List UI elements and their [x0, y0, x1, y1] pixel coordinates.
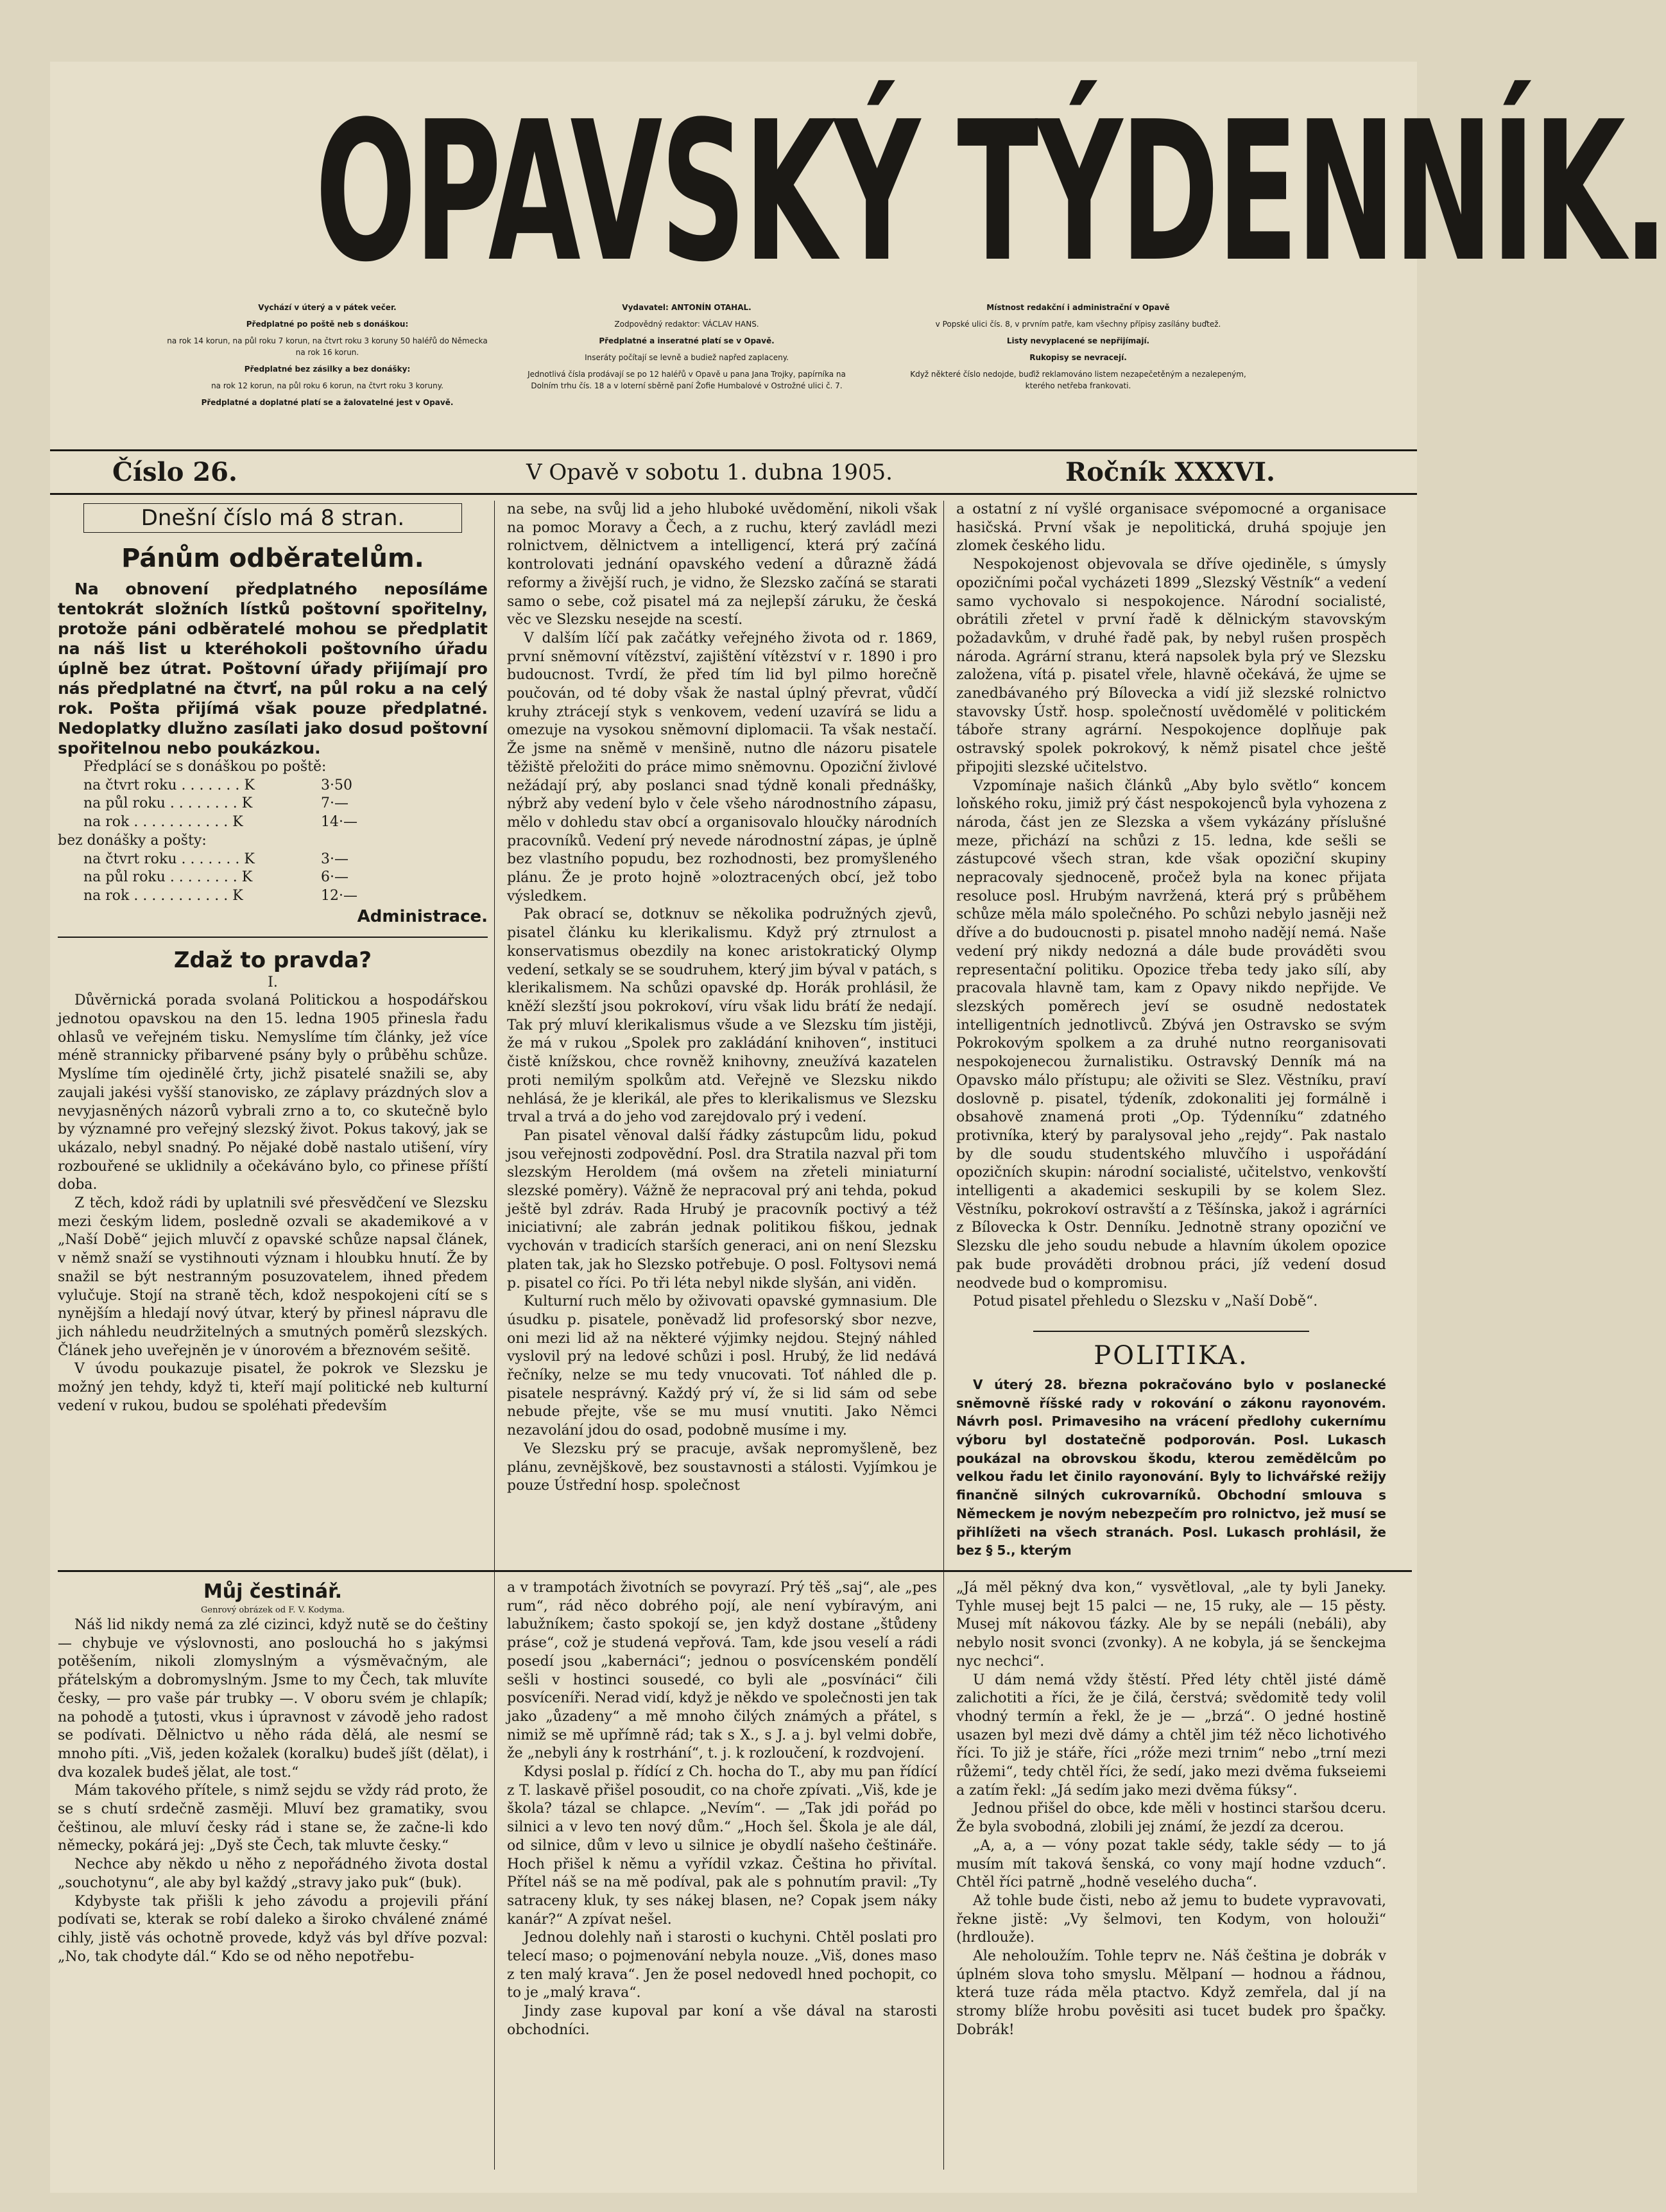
- price-label: na půl roku . . . . . . . . K: [83, 869, 253, 886]
- column-2: [507, 501, 937, 1566]
- price-row: [58, 813, 488, 832]
- divider: [58, 937, 488, 938]
- column-rule: [494, 501, 495, 2170]
- price-row: [58, 887, 488, 906]
- feuilleton-paragraph: Kdysi poslal p. řídící z Ch. hocha do T., aby mu pan řídící z T. laskavě přišel posoudit, co na choře zpívati. „Viš, kde je škola? tázal se chlapce. „Nevím“. — „Tak jdi pořád po silnici a v levo ten nový dům.“ „Hoch šel. Škola je ale dál, od silnice, dům v levo u silnice je obydlí našeho češtináře. Hoch přišel k němu a vyřídil vzkaz. Čeština ho přivítal. Přítel náš se na mě podíval, pak ale s pohnutím pravil: „Ty satraceny kluk, ty ses nákej blasen, ne? Copak jsem náky kanár?“ A zpívat nešel.: [507, 1764, 937, 1928]
- price-value: 14·—: [321, 814, 357, 831]
- issue-volume: Ročník XXXVI.: [1065, 457, 1275, 487]
- feuilleton-paragraph: Jindy zase kupoval par koní a vše dával na starosti obchodníci.: [507, 2003, 937, 2038]
- info-line: Předplatné a inseratné platí se v Opavě.: [599, 336, 775, 345]
- feuilleton-column-1: [58, 1579, 488, 2157]
- divider: [1033, 1331, 1309, 1332]
- article-paragraph: na sebe, na svůj lid a jeho hluboké uvědomění, nikoli však na pomoc Moravy a Čech, a z ruchu, který zavládl mezi rolnictvem, dělnictvem a intelligencí, která prý začíná kontrolovati jednání opavského vedení a důrazně žádá reformy a živější ruch, je vidno, že Slezsko začíná se starati samo o sebe, což pisatel má za nejlepší záruku, že česká věc ve Slezsku nesejde na scestí.: [507, 501, 937, 628]
- price-row: [58, 795, 488, 813]
- article-paragraph: Pak obrací se, dotknuv se několika podružných zjevů, pisatel článku ku klerikalismu. Když prý ztrnulost a konservatismus obezdily na konec aristokratický Olymp vedení, setkaly se se soudruhem, který jim býval v patách, s klerikalismem. Na schůzi opavské dp. Horák prohlásil, že kněží slezští jsou pokrokoví, víru však lidu brátí že nedají. Tak prý mluví klerikalismus všude a ve Slezsku tím jistěji, že má v rukou „Spolek pro zakládání knihoven“, instituci čistě knížskou, chce rovněž knihovny, zneužívá kazatelen proti nemilým spolkům atd. Veřejně ve Slezsku nikdo nehlásá, že je klerikál, ale přes to klerikalismus ve Slezsku trval a trvá a do jeho vod zarejdovalo prý i vedení.: [507, 906, 937, 1126]
- article-paragraph: V dalším líčí pak začátky veřejného života od r. 1869, první sněmovní vítězství, zajištění vítězství v r. 1890 i pro budoucnost. Tvrdí, že před tím lid byl pilmo horečně poučován, od té doby však že nastal úplný převrat, vůdčí kruhy ztrácejí styk s venkovem, vedení uzavírá se lidu a omezuje na vysokou sněmovní diplomacii. Ta však nestačí. Že jsme na sněmě v menšině, nutno dle názoru pisatele těžiště přeložiti do práce mimo sněmovnu. Opoziční živlové nežádají prý, aby poslanci snad týdně konali přednášky, nýbrž aby vedení bylo v čele všeho národnostního zápasu, mělo v dohledu stav obcí a organisovalo hloučky národních pracovníků. Vedení prý nevede národnostní zápas, je úplně bez vlastního popudu, bez rozhodnosti, bez promyšleného plánu. Že je proto hojně »oloztracených obcí, jež tobo výsledkem.: [507, 630, 937, 904]
- info-left: [167, 302, 488, 413]
- feuilleton-rule: [58, 1570, 1412, 1572]
- article-paragraph: V úvodu poukazuje pisatel, že pokrok ve Slezsku je možný jen tehdy, když ti, kteří mají politické neb kulturní vedení v rukou, budou se spoléhati především: [58, 1361, 488, 1414]
- info-right: [898, 302, 1258, 397]
- feuilleton-paragraph: Jednou přišel do obce, kde měli v hostinci staršou dceru. Že byla svobodná, zlobili jej známí, že jezdí za dcerou.: [956, 1801, 1386, 1836]
- prices-intro: bez donášky a pošty:: [58, 832, 207, 849]
- price-label: na rok . . . . . . . . . . . K: [83, 814, 243, 831]
- issue-number: Číslo 26.: [112, 457, 237, 487]
- article-paragraph: Vzpomínaje našich článků „Aby bylo světlo“ koncem loňského roku, jimiž prý část nespokojenců byla vyhozena z národa, část jen ze Slezska a všem vykázány příslušné meze, přichází na schůzi z 15. ledna, kde sešli se zástupcové všech stran, kde však opoziční skupiny nepracovaly sjednoceně, pročež byla na konec přijata resoluce posl. Hrubým navržená, která prý s průběhem schůze měla málo společného. Po schůzi nebylo jasněji než dříve a do budoucnosti p. pisatel mnoho nadějí nemá. Naše vedení prý nikdy nedozná a dále bude prováděti svou representační politiku. Opozice třeba tedy jako sílí, aby pracovala hlavně tam, kam z Opavy nikdo nepřijde. Ve slezských poměrech jeví se osudně nedostatek intelligentních jednotlivců. Zbývá jen Ostravsko se svým Pokrokovým spolkem a za druhé nutno reorganisovati nespokojenecou žurnalistiku. Ostravský Denník má na Opavsko málo přístupu; ale oživiti se Slez. Věstníku, praví doslovně p. pisatel, týdeník, zdokonaliti jej formálně i obsahově znamená proti „Op. Týdenníku“ zdatného protivníka, který by paralysoval jeho „rejdy“. Pak nastalo by dle soudu studentského mluvčího i uspořádání opozičních skupin: národní socialisté, učitelstvo, venkovští intelligenti a akademici seskupili by se kolem Slez. Věstníku, pokrokoví ostravští a z Těšínska, jakož i agrárníci z Bílovecka k Ostr. Denníku. Jednotně strany opoziční ve Slezsku dle jeho soudu nebude a hlavním úkolem opozice pak bude prováděti drobnou práci, jíž vedení dosud neodvede bud o kompromisu.: [956, 777, 1386, 1292]
- article-paragraph: Důvěrnická porada svolaná Politickou a hospodářskou jednotou opavskou na den 15. ledna 1905 přinesla řadu ohlasů ve veřejném tisku. Nemyslíme tím články, jež více méně strannicky přibarvené psány byly o průběhu schůze. Myslíme tím ojedinělé črty, jichž pisatelé snažili se, aby zaujali jakési vyšší stanovisko, ze záplavy prázdných slov a nevyjasněných názorů vybrali zrno a to, co skutečně bylo by významné pro veřejný slezský život. Pokus takový, jak se ukázalo, nebyl snadný. Po nějaké době nastalo utišení, víry rozbouřené se uklidnily a očekáváno bylo, co přinese příští doba.: [58, 992, 488, 1193]
- article-paragraph: Pan pisatel věnoval další řádky zástupcům lidu, pokud jsou veřejnosti zodpovědní. Posl. dra Stratila nazval při tom slezským Heroldem (má ovšem na zřeteli miniaturní slezské poměry). Vážně že nepracoval prý ani tehda, pokud ještě byl zdráv. Rada Hrubý je pracovník poctivý a též iniciativní; ale zabrán jednak politikou fiškou, jednak vychován v tradicích starších generaci, ani on není Slezsku platen tak, jak ho Slezsko potřebuje. O posl. Foltysovi nemá p. pisatel co říci. Po tři léta nebyl nikde slyšán, ani viděn.: [507, 1127, 937, 1292]
- rule-top: [50, 449, 1417, 451]
- article-paragraph: Z těch, kdož rádi by uplatnili své přesvědčení ve Slezsku mezi českým lidem, posledně ozvali se akademikové a v „Naší Době“ jejich mluvčí z opavské schůze napsal článek, v němž snaží se vystihnouti význam i hloubku hnutí. Že by snažil se být nestranným posuzovatelem, ihned předem vylučuje. Stojí na straně těch, kdož nespokojeni cítí se s nynějším a hledají nový útvar, který by přinesl nápravu dle jich náhledu neudržitelných a smutných poměrů slezských. Článek jeho uveřejněn je v únorovém a březnovém sešitě.: [58, 1195, 488, 1359]
- feuilleton-paragraph: Mám takového přítele, s nimž sejdu se vždy rád proto, že se s chutí srdečně zasměji. Mluví bez gramatiky, svou češtinou, ale mluví česky rád i stane se, že začne-li kdo německy, pokárá jej: „Dyš ste Čech, tak mluvte česky.“: [58, 1783, 488, 1854]
- info-line: Inseráty počítají se levně a budiež napřed zaplaceny.: [585, 353, 789, 362]
- price-row: [58, 868, 488, 887]
- feuilleton-paragraph: Jednou dolehly naň i starosti o kuchyni. Chtěl poslati pro telecí maso; o pojmenování nebyla nouze. „Viš, dones maso z ten malý krava“. Jen že posel nedovedl hned pochopit, co to je „malý krava“.: [507, 1930, 937, 2001]
- info-line: v Popské ulici čís. 8, v prvním patře, kam všechny přípisy zasílány buďtež.: [935, 320, 1221, 329]
- info-line: Když některé číslo nedojde, buďiž reklamováno listem nezapečetěným a nezalepeným, kterého netřeba frankovati.: [910, 370, 1246, 390]
- feuilleton-paragraph: Náš lid nikdy nemá za zlé cizinci, když nutě se do češtiny — chybuje ve výslovnosti, ano poslouchá ho s jakýmsi potěšením, nikoli zlomyslným a výsměvačným, ale přátelským a dobromyslným. Jsme to my Čech, tak mluvíte česky, — pro vaše pár trubky —. V oboru svém je chlapík; na pohodě a ţutosti, vkus i úpravnost v závodě jeho radost se podívati. Dělnictvo u něho ráda dělá, ale nesmí se mnoho píti. „Viš, jeden kožalek (koralku) budeš jíšt (dělat), i dva kozalek budeš jělat, ale tost.“: [58, 1617, 488, 1781]
- feuilleton-subtitle: Genrový obrázek od F. V. Kodyma.: [201, 1605, 345, 1615]
- pages-note: Dnešní číslo má 8 stran.: [83, 503, 462, 533]
- price-value: 3·50: [321, 777, 352, 793]
- column-3: [956, 501, 1386, 1566]
- column-rule: [943, 501, 944, 2170]
- article-paragraph: Potud pisatel přehledu o Slezsku v „Naší Době“.: [973, 1293, 1318, 1310]
- feuilleton-paragraph: Ale neholoužím. Tohle teprv ne. Náš čeština je dobrák v úplném slova toho smyslu. Mělpaní — hodnou a řádnou, která tuze ráda měla ptactvo. Když zemřela, dal jí na stromy blíže hrobu pověsiti asi tucet budek pro špačky. Dobrák!: [956, 1948, 1386, 2038]
- price-value: 3·—: [321, 851, 348, 867]
- feuilleton-column-2: [507, 1579, 937, 2157]
- feuilleton-paragraph: Kdybyste tak přišli k jeho závodu a projevili přání podívati se, kterak se robí daleko a široko chválené známé cihly, jistě vás ochotně provede, když vás byl dříve pozval: „No, tak chodyte dál.“ Kdo se od něho nepotřebu-: [58, 1893, 488, 1965]
- info-line: Předplatné a doplatné platí se a žalovatelné jest v Opavě.: [201, 398, 454, 407]
- rule-dateline: [50, 493, 1417, 495]
- info-line: Jednotlivá čísla prodávají se po 12 haléřů v Opavě u pana Jana Trojky, papírníka na Dolním trhu čís. 18 a v loterní sběrně paní Žofie Humbalové v Ostrožné ulici č. 7.: [528, 370, 846, 390]
- info-center: [517, 302, 857, 397]
- feuilleton-paragraph: „Já měl pěkný dva kon,“ vysvětloval, „ale ty byli Janeky. Tyhle musej bejt 15 palci — ne, 15 ruky, ale — 15 pěsty. Musej mít nákovou ťázky. Ale by se nepáli (nebáli), aby nebylo nosit svonci (zvonky). A ne kobyla, já se šenckejma nyc nechci“.: [956, 1580, 1386, 1670]
- subscribers-heading: Pánům odběratelům.: [121, 544, 424, 573]
- info-line: Zodpovědný redaktor: VÁCLAV HANS.: [614, 320, 759, 329]
- info-line: na rok 14 korun, na půl roku 7 korun, na čtvrt roku 3 koruny 50 haléřů do Německa na rok 16 korun.: [167, 336, 488, 357]
- prices-intro: Předplácí se s donáškou po poště:: [83, 759, 327, 775]
- subscribers-notice: Na obnovení předplatného neposíláme tentokrát složních lístků poštovní spořitelny, protože páni odběratelé mohou se předplatit na náš list u kteréhokoli poštovního úřadu úplně bez útrat. Poštovní úřady přijímají pro nás předplatné na čtvrť, na půl roku a na celý rok. Pošta přijímá však pouze předplatné. Nedoplatky dlužno zasílati jako dosud poštovní spořitelnou nebo poukázkou.: [58, 580, 488, 757]
- info-line: Vychází v úterý a v pátek večer.: [258, 303, 397, 312]
- article-paragraph: Kulturní ruch mělo by oživovati opavské gymnasium. Dle úsudku p. pisatele, poněvadž lid profesorský sbor nezve, oni mezi lid až na některé výjimky nejdou. Stejný náhled vyslovil prý na ledové schůzi i posl. Hrubý, že lid nedává řečníky, nelze se mu tedy vnucovati. Toť náhled dle p. pisatele nesprávný. Každý prý ví, že si lid sám od sebe nebude přejte, vše se mu musí vnutiti. Jako Němci nezavolání jdou do osad, podobně musíme i my.: [507, 1293, 937, 1439]
- feuilleton-paragraph: „A, a, a — vóny pozat takle sédy, takle sédy — to já musím mít taková šenská, co vony mají hodne vzduch“. Chtěl říci patrně „hodně veselého ducha“.: [956, 1837, 1386, 1891]
- price-row: [58, 851, 488, 869]
- price-value: 7·—: [321, 795, 348, 812]
- price-label: na půl roku . . . . . . . . K: [83, 795, 253, 812]
- feuilleton-paragraph: Nechce aby někdo u něho z nepořádného života dostal „souchotynu“, ale aby byl každý „stravy jako puk“ (buk).: [58, 1856, 488, 1891]
- info-line: Vydavatel: ANTONÍN OTAHAL.: [622, 303, 751, 312]
- masthead-title: OPAVSKÝ TÝDENNÍK.: [314, 80, 1666, 304]
- feuilleton-title: Můj čestinář.: [203, 1580, 343, 1603]
- info-line: Předplatné bez zásilky a bez donášky:: [244, 365, 411, 374]
- issue-date: V Opavě v sobotu 1. dubna 1905.: [526, 460, 893, 485]
- price-row: [58, 777, 488, 795]
- price-label: na čtvrt roku . . . . . . . K: [83, 851, 255, 867]
- price-value: 12·—: [321, 887, 357, 904]
- info-line: Předplatné po poště neb s donáškou:: [246, 320, 409, 329]
- article-numeral: I.: [268, 974, 278, 990]
- feuilleton-paragraph: U dám nemá vždy štěstí. Před léty chtěl jisté dámě zalichotiti a říci, že je čilá, čerstvá; svědomitě tedy volil vhodný termín a řekl, že je — „brzá“. O jedné hostině usazen byl mezi dvě dámy a chtěl jim též něco lichotivého říci. To již je stáře, říci „róže mezi trnim“ nebo „trní mezi růžemi“, tedy chtěl říci, že sedí, jako mezi dvěma fukseiemi a zatím řekl: „Já sedím jako mezi dvěma fúksy“.: [956, 1672, 1386, 1799]
- admin-signature: Administrace.: [357, 906, 488, 926]
- price-label: na čtvrt roku . . . . . . . K: [83, 777, 255, 793]
- feuilleton-column-3: [956, 1579, 1386, 2157]
- feuilleton-paragraph: Až tohle bude čisti, nebo až jemu to budete vypravovati, řekne jistě: „Vy šelmovi, ten Kodym, von holouži“ (hrdlouže).: [956, 1892, 1386, 1946]
- info-line: Místnost redakční i administrační v Opavě: [986, 303, 1170, 312]
- article-paragraph: a ostatní z ní vyšlé organisace svépomocné a organisace hasičská. První však je nepolitická, druhá spojuje jen zlomek českého lidu.: [956, 501, 1386, 555]
- article-paragraph: Nespokojenost objevovala se dříve ojediněle, s úmysly opozičními počal vycházeti 1899 „Slezský Věstník“ a vedení samo vychovalo si nespokojence. Národní socialisté, obrátili zřetel v první řadě k dělnickým stavovským požadavkům, v druhé řadě pak, by nebyl rušen prospěch národa. Agrární stranu, která napsolek byla prý ve Slezsku založena, vítá p. pisatel vřele, hlavně očekává, že ujme se zanedbávaného prý Bílovecka a vidí již slezské rolnictvo stavovsky Ústř. hosp. společností uvědomělé v politickém táboře strany agrární. Nespokojence doplňuje pak ostravský spolek pokrokový, k němž pisatel chce ještě připojiti slezské učitelstvo.: [956, 557, 1386, 775]
- info-line: Rukopisy se nevracejí.: [1029, 353, 1127, 362]
- info-line: na rok 12 korun, na půl roku 6 korun, na čtvrt roku 3 koruny.: [211, 381, 443, 390]
- article-paragraph: Ve Slezsku prý se pracuje, avšak nepromyšleně, bez plánu, zevnějškově, bez soustavnosti a stálosti. Vyjímkou je pouze Ústřední hosp. společnost: [507, 1440, 937, 1494]
- politics-paragraph: V úterý 28. března pokračováno bylo v poslanecké sněmovně říšské rady v rokování o zákonu rayonovém. Návrh posl. Primavesiho na vrácení předlohy cukernímu výboru byl dostatečně podporován. Posl. Lukasch poukázal na obrovskou škodu, kterou zemědělcům po velkou řadu let činilo rayonování. Byly to lichvářské režijy finančně silných cukrovarníků. Obchodní smlouva s Německem je novým nebezpečím pro rolnictvo, jež musí se přihlížeti na všech stranách. Posl. Lukasch prohlásil, že bez § 5., kterým: [956, 1376, 1386, 1559]
- politics-title: POLITIKA.: [1094, 1340, 1249, 1370]
- info-line: Listy nevyplacené se nepřijímají.: [1006, 336, 1150, 345]
- article-title: Zdaž to pravda?: [173, 947, 372, 973]
- price-label: na rok . . . . . . . . . . . K: [83, 887, 243, 904]
- column-1: [58, 501, 488, 1566]
- price-value: 6·—: [321, 869, 348, 886]
- feuilleton-paragraph: a v trampotách životních se povyrazí. Prý těš „saj“, ale „pes rum“, rád něco dobrého pojí, ale není vybíravým, ani labužníkem; často spokojí se, jen když dostane „štůdeny práse“, což je studená vepřová. Tam, kde jsou veselí a rádi posedí jsou „kabernáci“; jednou o posvícenském pondělí sešli v hostinci sousedé, co byli ale „posvínáci“ čili posvíceníři. Nerad vidí, když je někdo ve společnosti jen tak jako „ůzadeny“ a mě mnoho čilých známých a přátel, s nimiž se mě upřímně rád; tak s X., s J. a j. byl velmi dobře, že „nebyli ány k rostrhání“, t. j. k rozloučení, k rozdvojení.: [507, 1580, 937, 1762]
